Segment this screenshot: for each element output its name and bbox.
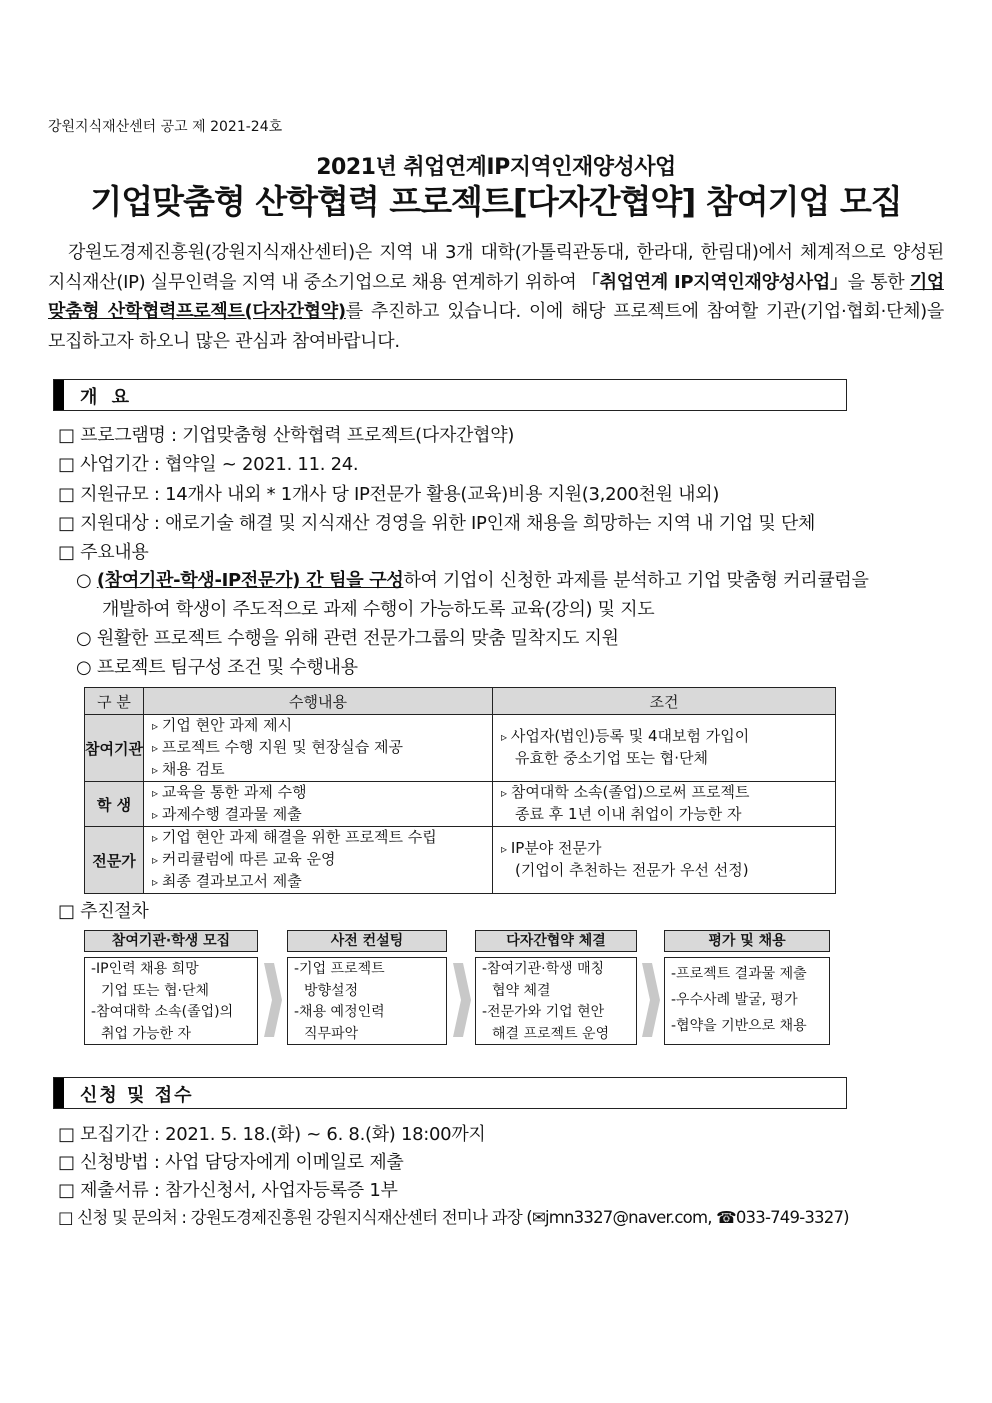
content-item-3: ○ 프로젝트 팀구성 조건 및 수행내용	[76, 657, 358, 678]
step-line: -참여대학 소속(졸업)의	[91, 1004, 234, 1020]
condition-item: ▹ 참여대학 소속(졸업)으로써 프로젝트	[501, 782, 827, 804]
step-line: -전문가와 기업 현안	[482, 1004, 605, 1020]
arrow-right-icon	[640, 955, 662, 1045]
step-line: 해결 프로젝트 운영	[492, 1025, 610, 1042]
section-bar	[54, 1078, 64, 1108]
row-category: 전문가	[85, 827, 144, 894]
apply-contact: □ 신청 및 문의처 : 강원도경제진흥원 강원지식재산센터 전미나 과장 (✉jmn3327@naver.com, ☎033-749-3327)	[58, 1208, 849, 1227]
step-title: 사전 컨설팅	[287, 930, 447, 952]
step-box	[287, 957, 447, 1045]
task-item: ▹ 채용 검토	[152, 759, 484, 781]
condition-item: 종료 후 1년 이내 취업이 가능한 자	[515, 805, 742, 823]
team-table	[84, 687, 836, 894]
row-category: 참여기관	[85, 715, 144, 782]
section-label: 개 요	[80, 387, 134, 408]
section-header-overview	[53, 379, 847, 411]
condition-item: ▹ IP분야 전문가	[501, 838, 827, 860]
content-item-1: ○ (참여기관-학생-IP전문가) 간 팀을 구성하여 기업이 신청한 과제를 분석하고 기업 맞춤형 커리큘럼을	[76, 570, 869, 591]
step-line: 방향설정	[304, 982, 359, 999]
step-line: -협약을 기반으로 채용	[671, 1018, 807, 1034]
step-title: 참여기관·학생 모집	[84, 930, 258, 952]
intro-paragraph: 강원도경제진흥원(강원지식재산센터)은 지역 내 3개 대학(가톨릭관동대, 한라대, 한림대)에서 체계적으로 양성된 지식재산(IP) 실무인력을 지역 내 중소기업으로 채용 연계하기 위하여 「취업연계 IP지역인재양성사업」을 통한 기업맞춤형 산학협력프로젝트(다자간협약)를 추진하고 있습니다. 이에 해당 프로젝트에 참여할 기관(기업·협회·단체)을 모집하고자 하오니 많은 관심과 참여바랍니다.	[48, 242, 944, 352]
condition-item: (기업이 추천하는 전문가 우선 선정)	[515, 861, 749, 879]
step-line: 기업 또는 협·단체	[101, 982, 210, 999]
condition-item: 유효한 중소기업 또는 협·단체	[515, 749, 708, 767]
step-line: -우수사례 발굴, 평가	[671, 992, 798, 1008]
content-item-1-cont: 개발하여 학생이 주도적으로 과제 수행이 가능하도록 교육(강의) 및 지도	[102, 599, 655, 620]
section-bar	[54, 380, 64, 410]
task-item: ▹ 과제수행 결과물 제출	[152, 804, 484, 826]
apply-period: □ 모집기간 : 2021. 5. 18.(화) ~ 6. 8.(화) 18:00까지	[58, 1124, 486, 1145]
table-header: 조건	[493, 688, 836, 715]
table-row	[85, 782, 836, 827]
task-item: ▹ 최종 결과보고서 제출	[152, 871, 484, 893]
task-item: ▹ 교육을 통한 과제 수행	[152, 782, 484, 804]
overview-scale: □ 지원규모 : 14개사 내외 * 1개사 당 IP전문가 활용(교육)비용 지원(3,200천원 내외)	[58, 484, 720, 505]
task-item: ▹ 커리큘럼에 따른 교육 운영	[152, 849, 484, 871]
overview-target: □ 지원대상 : 애로기술 해결 및 지식재산 경영을 위한 IP인재 채용을 희망하는 지역 내 기업 및 단체	[58, 513, 816, 534]
step-line: -기업 프로젝트	[294, 961, 385, 977]
table-header: 수행내용	[144, 688, 493, 715]
table-header: 구 분	[85, 688, 144, 715]
task-item: ▹ 기업 현안 과제 제시	[152, 715, 484, 737]
apply-method: □ 신청방법 : 사업 담당자에게 이메일로 제출	[58, 1152, 404, 1173]
step-title: 다자간협약 체결	[475, 930, 637, 952]
step-line: -참여기관·학생 매칭	[482, 961, 605, 977]
section-label: 신청 및 접수	[80, 1085, 194, 1106]
overview-program-name: □ 프로그램명 : 기업맞춤형 산학협력 프로젝트(다자간협약)	[58, 425, 515, 446]
overview-main-content: □ 주요내용	[58, 542, 149, 563]
step-line: -프로젝트 결과물 제출	[671, 966, 807, 982]
step-box	[664, 957, 830, 1045]
table-row	[85, 715, 836, 782]
table-row	[85, 827, 836, 894]
step-line: -IP인력 채용 희망	[91, 961, 199, 977]
step-line: 취업 가능한 자	[101, 1025, 192, 1042]
step-line: 협약 체결	[492, 982, 551, 999]
section-header-apply	[53, 1077, 847, 1109]
step-box	[84, 957, 258, 1045]
step-line: 직무파악	[304, 1025, 359, 1042]
step-title: 평가 및 채용	[664, 930, 830, 952]
step-line: -채용 예정인력	[294, 1004, 385, 1020]
content-item-2: ○ 원활한 프로젝트 수행을 위해 관련 전문가그룹의 맞춤 밀착지도 지원	[76, 628, 619, 649]
overview-period: □ 사업기간 : 협약일 ~ 2021. 11. 24.	[58, 454, 359, 475]
arrow-right-icon	[451, 955, 473, 1045]
arrow-right-icon	[262, 955, 284, 1045]
task-item: ▹ 프로젝트 수행 지원 및 현장실습 제공	[152, 737, 484, 759]
procedure-label: □ 추진절차	[58, 901, 149, 922]
title-subtitle: 2021년 취업연계IP지역인재양성사업	[316, 155, 676, 180]
apply-documents: □ 제출서류 : 참가신청서, 사업자등록증 1부	[58, 1180, 398, 1201]
step-box	[475, 957, 637, 1045]
task-item: ▹ 기업 현안 과제 해결을 위한 프로젝트 수립	[152, 827, 484, 849]
condition-item: ▹ 사업자(법인)등록 및 4대보험 가입이	[501, 726, 827, 748]
page-title: 기업맞춤형 산학협력 프로젝트[다자간협약] 참여기업 모집	[90, 182, 902, 221]
row-category: 학 생	[85, 782, 144, 827]
notice-number: 강원지식재산센터 공고 제 2021-24호	[48, 119, 283, 135]
